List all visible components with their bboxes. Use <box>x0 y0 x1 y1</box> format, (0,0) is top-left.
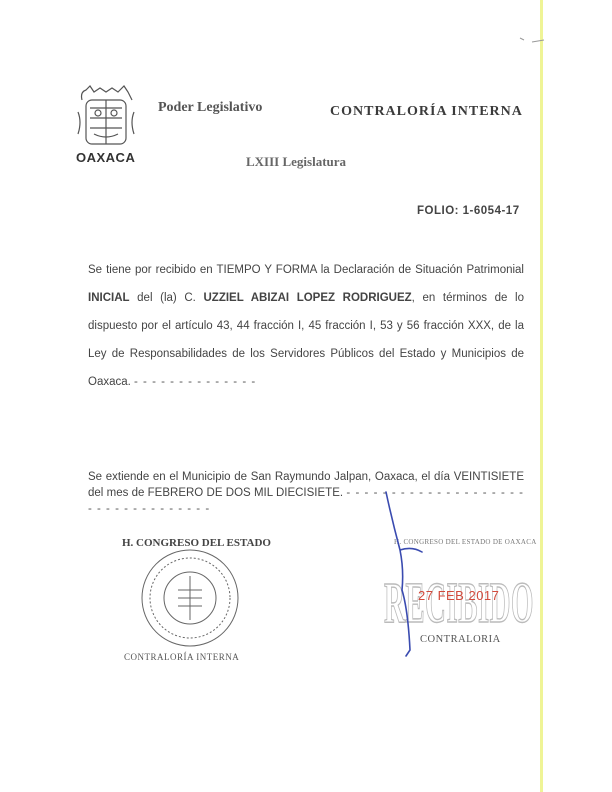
receipt-text-d: , en términos de lo dispuesto por el artículo 43, 44 fracción I, 45 fracción I, 53 y 56 fracción XXX, de la Ley de Responsabilidades de los Servidores Públicos del Estado y Municipios de Oaxaca. <box>88 292 524 388</box>
received-stamp-word: RECIBIDO <box>384 570 534 635</box>
congress-stamp-title: H. CONGRESO DEL ESTADO <box>122 537 271 549</box>
declaration-type: INICIAL <box>88 292 130 304</box>
corner-mark <box>518 30 546 50</box>
receipt-text-a: Se tiene por recibido en TIEMPO Y FORMA la Declaración de Situación Patrimonial <box>88 264 524 276</box>
legislatura-heading: LXIII Legislatura <box>246 154 347 169</box>
fill-dashes: - - - - - - - - - - - - - - <box>134 376 257 388</box>
issuance-text: Se extiende en el Municipio de San Raymundo Jalpan, Oaxaca, el día VEINTISIETE del mes de FEBRERO DE DOS MIL DIECISIETE. <box>88 471 524 499</box>
issuance-paragraph <box>88 469 524 517</box>
folio-number: FOLIO: 1-6054-17 <box>417 205 520 217</box>
issuance-dashes: - - - - - - - - - - - - - - - - - - - - - - - - - - - - - - - - - - <box>88 487 524 515</box>
poder-legislativo-heading: Poder Legislativo <box>158 100 263 115</box>
congress-seal-stamp <box>138 546 242 650</box>
receipt-paragraph <box>88 256 524 396</box>
declarant-name: UZZIEL ABIZAI LOPEZ RODRIGUEZ <box>203 292 412 304</box>
received-stamp-title: H. CONGRESO DEL ESTADO DE OAXACA <box>394 538 537 546</box>
received-stamp-foot: CONTRALORIA <box>420 634 501 645</box>
received-date: 27 FEB 2017 <box>418 588 500 603</box>
receipt-text-c: del (la) C. <box>137 292 196 304</box>
page-edge-highlight <box>540 0 543 792</box>
logo-caption: OAXACA <box>76 150 136 165</box>
handwritten-signature <box>378 490 438 660</box>
congress-stamp-foot: CONTRALORÍA INTERNA <box>124 652 240 662</box>
contraloria-heading: CONTRALORÍA INTERNA <box>330 104 523 119</box>
